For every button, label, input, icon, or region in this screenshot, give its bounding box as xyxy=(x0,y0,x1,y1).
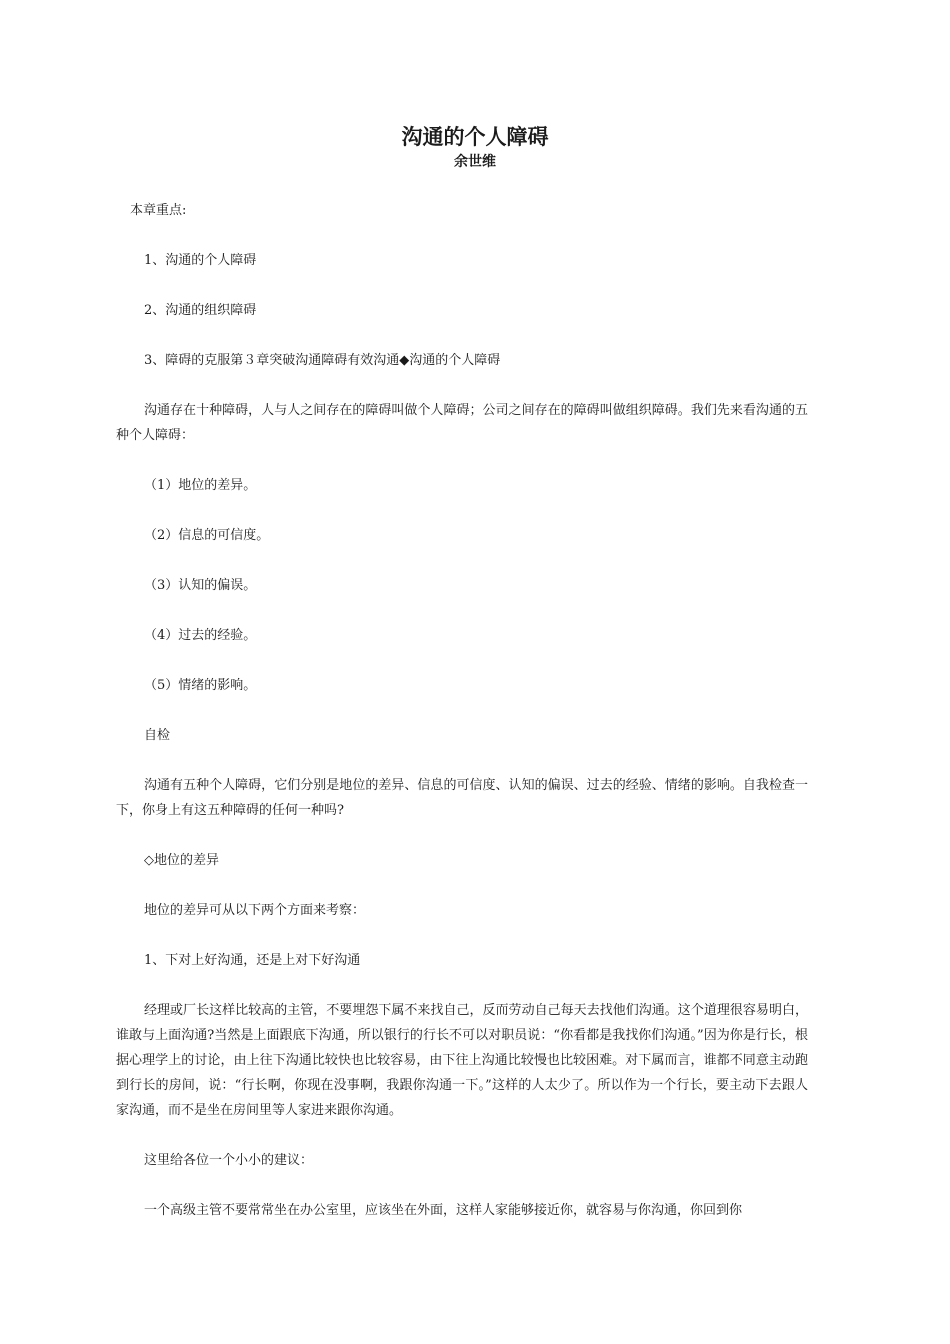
paragraph: 3、障碍的克服第３章突破沟通障碍有效沟通◆沟通的个人障碍 xyxy=(144,353,501,368)
paragraph: 经理或厂长这样比较高的主管，不要埋怨下属不来找自己，反而劳动自己每天去找他们沟通。这个道理很容易明白，谁敢与上面沟通?当然是上面跟底下沟通，所以银行的行长不可以对职员说：“你看都是我找你们沟通。”因为你是行长，根据心理学上的讨论，由上往下沟通比较快也比较容易，由下往上沟通比较慢也比较困难。对下属而言，谁都不同意主动跑到行长的房间，说：“行长啊，你现在没事啊，我跟你沟通一下。”这样的人太少了。所以作为一个行长，要主动下去跟人家沟通，而不是坐在房间里等人家进来跟你沟通。 xyxy=(116,1003,808,1118)
paragraph: 沟通有五种个人障碍，它们分别是地位的差异、信息的可信度、认知的偏误、过去的经验、情绪的影响。自我检查一下，你身上有这五种障碍的任何一种吗? xyxy=(116,778,808,818)
document-body xyxy=(116,198,808,1248)
paragraph: （4）过去的经验。 xyxy=(144,628,257,643)
paragraph: ◇地位的差异 xyxy=(144,853,219,868)
paragraph: 沟通存在十种障碍，人与人之间存在的障碍叫做个人障碍；公司之间存在的障碍叫做组织障碍。我们先来看沟通的五种个人障碍： xyxy=(116,403,808,443)
document-title: 沟通的个人障碍 xyxy=(401,125,549,149)
paragraph: 这里给各位一个小小的建议： xyxy=(144,1153,314,1168)
paragraph: 2、沟通的组织障碍 xyxy=(144,303,257,318)
paragraph: 自检 xyxy=(144,728,171,743)
paragraph: 一个高级主管不要常常坐在办公室里，应该坐在外面，这样人家能够接近你，就容易与你沟通，你回到你 xyxy=(144,1203,743,1218)
paragraph: 本章重点: xyxy=(130,203,187,218)
paragraph: （1）地位的差异。 xyxy=(144,478,257,493)
paragraph: 1、下对上好沟通，还是上对下好沟通 xyxy=(144,953,361,968)
paragraph: 地位的差异可从以下两个方面来考察： xyxy=(144,903,366,918)
paragraph: （5）情绪的影响。 xyxy=(144,678,257,693)
paragraph: （2）信息的可信度。 xyxy=(144,528,270,543)
document-author: 余世维 xyxy=(454,154,496,170)
paragraph: （3）认知的偏误。 xyxy=(144,578,257,593)
paragraph: 1、沟通的个人障碍 xyxy=(144,253,257,268)
